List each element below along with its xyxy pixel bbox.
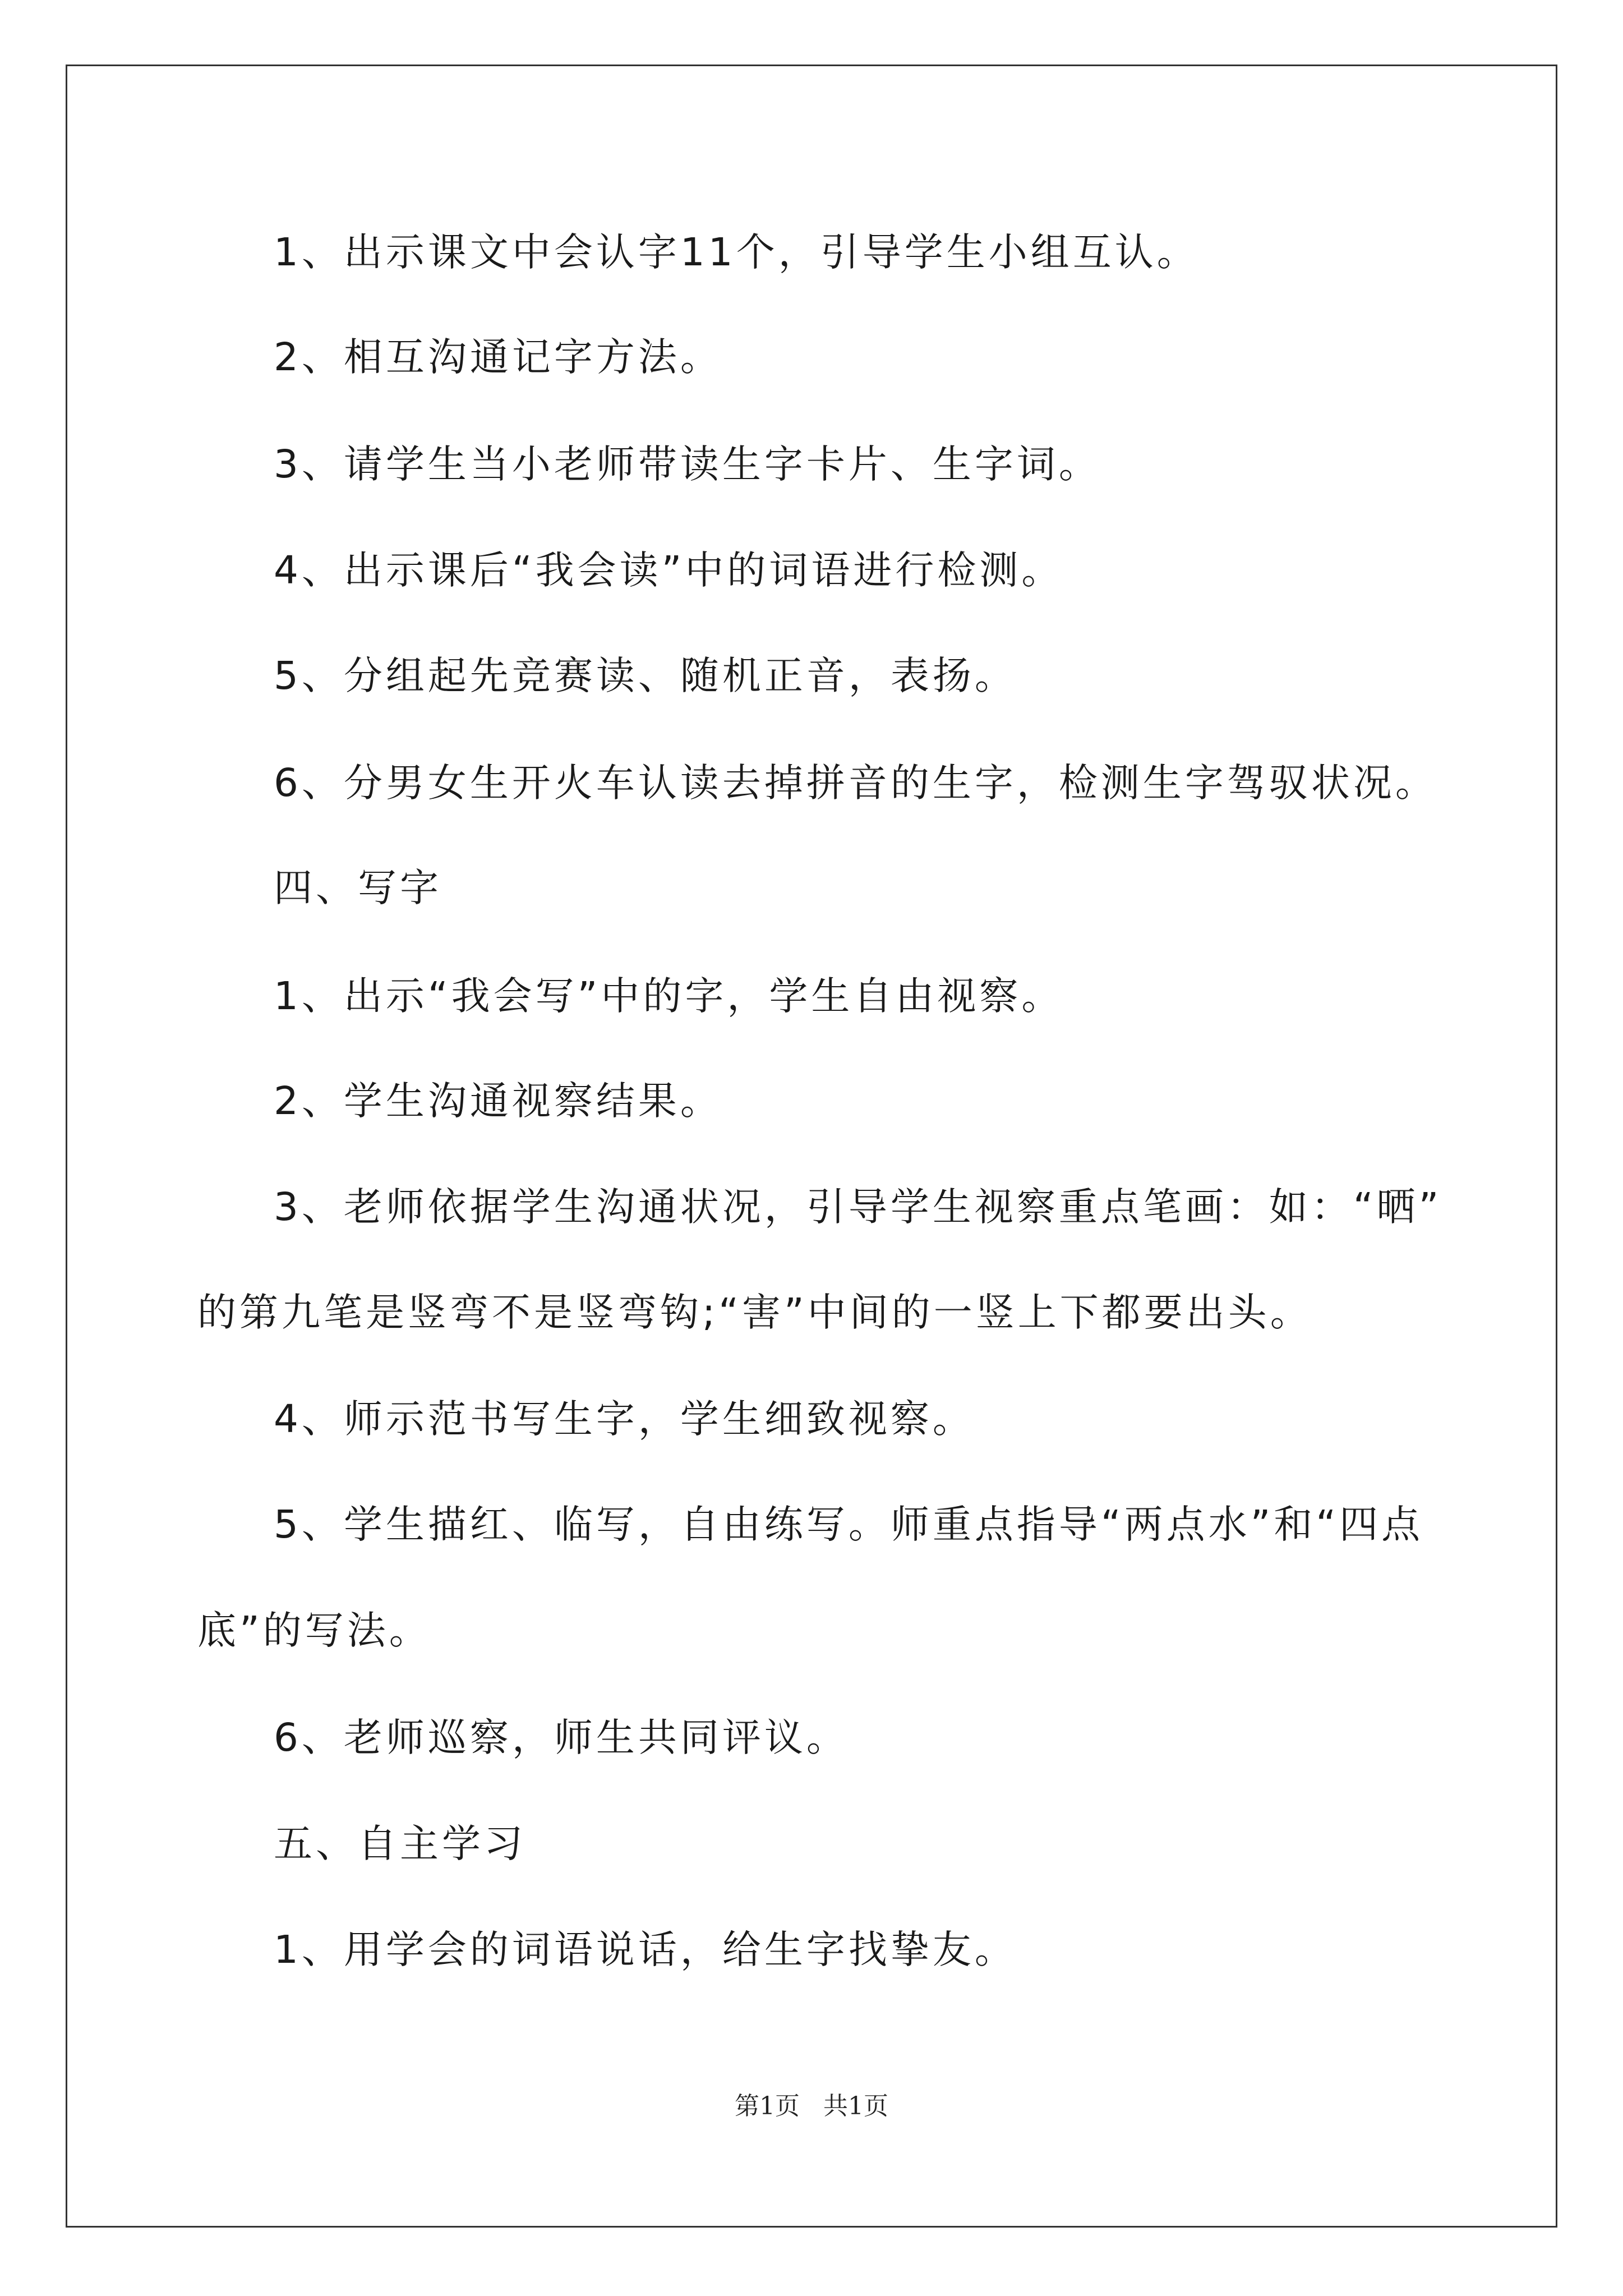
paragraph-line: 1、用学会的词语说话，给生字找挚友。 [274, 1927, 1017, 1972]
paragraph-line: 3、老师依据学生沟通状况，引导学生视察重点笔画：如：“晒” [274, 1185, 1442, 1230]
paragraph-line: 底”的写法。 [197, 1608, 431, 1653]
paragraph-line: 2、相互沟通记字方法。 [274, 335, 722, 380]
paragraph-line: 5、学生描红、临写，自由练写。师重点指导“两点水”和“四点 [274, 1502, 1424, 1547]
paragraph-line: 的第九笔是竖弯不是竖弯钩;“害”中间的一竖上下都要出头。 [197, 1290, 1312, 1335]
paragraph-line: 3、请学生当小老师带读生字卡片、生字词。 [274, 442, 1101, 487]
section-heading: 五、自主学习 [274, 1821, 526, 1866]
paragraph-line: 6、老师巡察，师生共同评议。 [274, 1715, 849, 1760]
paragraph-line: 1、出示课文中会认字11个，引导学生小组互认。 [274, 230, 1199, 275]
paragraph-line: 4、师示范书写生字，学生细致视察。 [274, 1397, 975, 1442]
page-number-footer: 第1页 共1页 [735, 2092, 888, 2120]
paragraph-line: 5、分组起先竞赛读、随机正音，表扬。 [274, 654, 1017, 698]
paragraph-line: 4、出示课后“我会读”中的词语进行检测。 [274, 548, 1064, 593]
paragraph-line: 1、出示“我会写”中的字，学生自由视察。 [274, 974, 1064, 1019]
paragraph-line: 6、分男女生开火车认读去掉拼音的生字，检测生字驾驭状况。 [274, 761, 1437, 806]
section-heading: 四、写字 [274, 866, 442, 910]
paragraph-line: 2、学生沟通视察结果。 [274, 1079, 722, 1124]
page-frame [66, 65, 1557, 2228]
